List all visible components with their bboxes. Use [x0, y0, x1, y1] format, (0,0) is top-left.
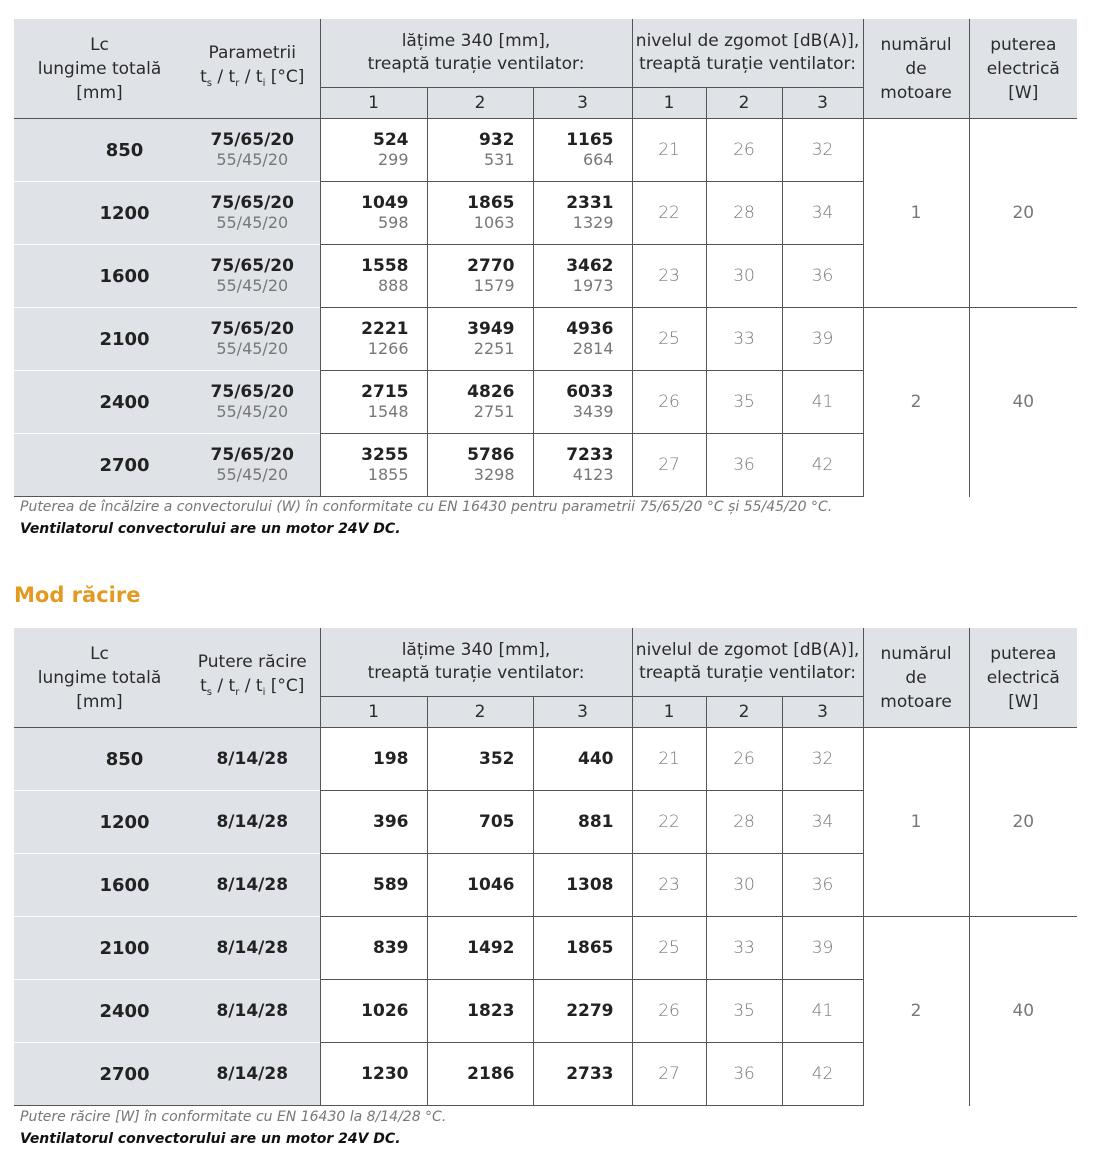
header-param-title: Putere răcire — [197, 652, 307, 672]
noise-step1-cell: 26 — [632, 371, 706, 434]
table-row — [14, 917, 1077, 980]
header-noise-step-1: 1 — [632, 88, 706, 119]
power-step1-cell: 524 299 — [320, 119, 427, 182]
lc-cell: 1600 — [14, 854, 185, 917]
lc-cell: 2100 — [14, 917, 185, 980]
electric-power-cell: 20 — [969, 119, 1077, 308]
header-step-2: 2 — [427, 697, 533, 728]
header-lc: Lc lungime totală [mm] — [14, 628, 185, 728]
header-power: puterea electrică [W] — [969, 628, 1077, 728]
power-step2-cell: 352 — [427, 728, 533, 791]
lc-cell: 2400 — [14, 371, 185, 434]
header-cooling-power — [185, 628, 320, 728]
power-step1-cell: 1558 888 — [320, 245, 427, 308]
cooling-table-header — [14, 628, 1077, 728]
header-motors: numărul de motoare — [863, 19, 969, 119]
cooling-table — [14, 628, 1077, 1106]
noise-step2-cell: 36 — [706, 1043, 782, 1106]
header-param-symbols: $t_s / t_r / t_i$ [°C] — [200, 67, 305, 89]
table-row — [14, 728, 1077, 791]
lc-cell: 2400 — [14, 980, 185, 1043]
heating-footnote-motor: Ventilatorul convectorului are un motor 24V DC. — [20, 521, 401, 537]
header-param-symbols: $t_s / t_r / t_i$ [°C] — [200, 676, 305, 698]
power-step3-cell: 2279 — [533, 980, 632, 1043]
power-step2-cell: 1865 1063 — [427, 182, 533, 245]
noise-step1-cell: 23 — [632, 854, 706, 917]
power-step2-cell: 1046 — [427, 854, 533, 917]
noise-step1-cell: 25 — [632, 917, 706, 980]
noise-step2-cell: 33 — [706, 917, 782, 980]
motors-cell: 2 — [863, 917, 969, 1106]
noise-step2-cell: 28 — [706, 182, 782, 245]
param-cell: 8/14/28 — [185, 917, 320, 980]
lc-cell: 2700 — [14, 1043, 185, 1106]
power-step3-cell: 4936 2814 — [533, 308, 632, 371]
header-lc-line2: lungime totală — [37, 58, 162, 79]
lc-cell: 2700 — [14, 434, 185, 497]
power-step3-cell: 1308 — [533, 854, 632, 917]
noise-step3-cell: 32 — [782, 728, 863, 791]
noise-step3-cell: 36 — [782, 854, 863, 917]
header-noise-step-2: 2 — [706, 88, 782, 119]
cooling-table-body — [14, 728, 1077, 1106]
power-step3-cell: 6033 3439 — [533, 371, 632, 434]
power-step2-cell: 932 531 — [427, 119, 533, 182]
noise-step2-cell: 26 — [706, 728, 782, 791]
header-parameters — [185, 19, 320, 119]
lc-cell: 1600 — [14, 245, 185, 308]
param-cell: 8/14/28 — [185, 1043, 320, 1106]
power-step3-cell: 881 — [533, 791, 632, 854]
power-step2-cell: 3949 2251 — [427, 308, 533, 371]
header-lc-line1: Lc — [90, 34, 109, 55]
noise-step1-cell: 27 — [632, 1043, 706, 1106]
noise-step3-cell: 41 — [782, 980, 863, 1043]
electric-power-cell: 40 — [969, 308, 1077, 497]
power-step1-cell: 1230 — [320, 1043, 427, 1106]
power-step2-cell: 2186 — [427, 1043, 533, 1106]
noise-step1-cell: 25 — [632, 308, 706, 371]
heating-footnote: Puterea de încălzire a convectorului (W) în conformitate cu EN 16430 pentru parametrii 75/65/20 °C și 55/45/20 °C. — [20, 499, 833, 515]
noise-step1-cell: 26 — [632, 980, 706, 1043]
noise-step2-cell: 30 — [706, 245, 782, 308]
header-lc-line3: [mm] — [76, 82, 123, 103]
noise-step1-cell: 21 — [632, 728, 706, 791]
power-step2-cell: 4826 2751 — [427, 371, 533, 434]
power-step2-cell: 1492 — [427, 917, 533, 980]
noise-step1-cell: 22 — [632, 182, 706, 245]
param-cell: 8/14/28 — [185, 791, 320, 854]
noise-step2-cell: 33 — [706, 308, 782, 371]
power-step3-cell: 1865 — [533, 917, 632, 980]
power-step1-cell: 2715 1548 — [320, 371, 427, 434]
power-step3-cell: 2733 — [533, 1043, 632, 1106]
noise-step1-cell: 27 — [632, 434, 706, 497]
motors-cell: 1 — [863, 119, 969, 308]
heating-table-header — [14, 19, 1077, 119]
table-row — [14, 308, 1077, 371]
noise-step2-cell: 35 — [706, 371, 782, 434]
header-noise-step-3: 3 — [782, 697, 863, 728]
noise-step3-cell: 39 — [782, 917, 863, 980]
header-step-1: 1 — [320, 697, 427, 728]
param-cell: 75/65/20 55/45/20 — [185, 245, 320, 308]
lc-cell: 1200 — [14, 791, 185, 854]
section-title-cooling: Mod răcire — [14, 583, 141, 607]
param-cell: 75/65/20 55/45/20 — [185, 182, 320, 245]
noise-step1-cell: 22 — [632, 791, 706, 854]
param-cell: 75/65/20 55/45/20 — [185, 371, 320, 434]
noise-step2-cell: 35 — [706, 980, 782, 1043]
power-step1-cell: 839 — [320, 917, 427, 980]
power-step1-cell: 1026 — [320, 980, 427, 1043]
lc-cell: 850 — [14, 119, 185, 182]
power-step3-cell: 3462 1973 — [533, 245, 632, 308]
lc-cell: 850 — [14, 728, 185, 791]
noise-step3-cell: 42 — [782, 434, 863, 497]
power-step1-cell: 1049 598 — [320, 182, 427, 245]
power-step1-cell: 396 — [320, 791, 427, 854]
noise-step1-cell: 23 — [632, 245, 706, 308]
noise-step3-cell: 42 — [782, 1043, 863, 1106]
power-step2-cell: 705 — [427, 791, 533, 854]
electric-power-cell: 20 — [969, 728, 1077, 917]
noise-step2-cell: 28 — [706, 791, 782, 854]
power-step3-cell: 2331 1329 — [533, 182, 632, 245]
header-width-group: lățime 340 [mm], treaptă turație ventilator: — [320, 628, 632, 697]
noise-step2-cell: 26 — [706, 119, 782, 182]
power-step3-cell: 440 — [533, 728, 632, 791]
header-step-2: 2 — [427, 88, 533, 119]
noise-step3-cell: 34 — [782, 791, 863, 854]
header-width-group: lățime 340 [mm], treaptă turație ventilator: — [320, 19, 632, 88]
param-cell: 8/14/28 — [185, 854, 320, 917]
header-noise-step-1: 1 — [632, 697, 706, 728]
param-cell: 75/65/20 55/45/20 — [185, 119, 320, 182]
heating-table — [14, 19, 1077, 497]
lc-cell: 2100 — [14, 308, 185, 371]
noise-step3-cell: 39 — [782, 308, 863, 371]
noise-step3-cell: 34 — [782, 182, 863, 245]
header-noise-step-2: 2 — [706, 697, 782, 728]
power-step1-cell: 198 — [320, 728, 427, 791]
power-step2-cell: 5786 3298 — [427, 434, 533, 497]
noise-step3-cell: 32 — [782, 119, 863, 182]
power-step2-cell: 2770 1579 — [427, 245, 533, 308]
noise-step1-cell: 21 — [632, 119, 706, 182]
noise-step2-cell: 30 — [706, 854, 782, 917]
header-noise-group: nivelul de zgomot [dB(A)], treaptă turație ventilator: — [632, 628, 863, 697]
header-motors: numărul de motoare — [863, 628, 969, 728]
motors-cell: 2 — [863, 308, 969, 497]
power-step2-cell: 1823 — [427, 980, 533, 1043]
noise-step3-cell: 36 — [782, 245, 863, 308]
power-step1-cell: 2221 1266 — [320, 308, 427, 371]
lc-cell: 1200 — [14, 182, 185, 245]
param-cell: 75/65/20 55/45/20 — [185, 434, 320, 497]
table-row — [14, 119, 1077, 182]
motors-cell: 1 — [863, 728, 969, 917]
header-noise-step-3: 3 — [782, 88, 863, 119]
param-cell: 75/65/20 55/45/20 — [185, 308, 320, 371]
noise-step2-cell: 36 — [706, 434, 782, 497]
noise-step3-cell: 41 — [782, 371, 863, 434]
heating-table-body — [14, 119, 1077, 497]
header-lc — [14, 19, 185, 119]
param-cell: 8/14/28 — [185, 980, 320, 1043]
header-param-title: Parametrii — [208, 43, 296, 63]
header-step-3: 3 — [533, 88, 632, 119]
electric-power-cell: 40 — [969, 917, 1077, 1106]
header-power: puterea electrică [W] — [969, 19, 1077, 119]
cooling-footnote-motor: Ventilatorul convectorului are un motor 24V DC. — [20, 1131, 401, 1147]
param-cell: 8/14/28 — [185, 728, 320, 791]
power-step3-cell: 7233 4123 — [533, 434, 632, 497]
header-step-3: 3 — [533, 697, 632, 728]
header-noise-group: nivelul de zgomot [dB(A)], treaptă turație ventilator: — [632, 19, 863, 88]
power-step1-cell: 589 — [320, 854, 427, 917]
header-step-1: 1 — [320, 88, 427, 119]
power-step3-cell: 1165 664 — [533, 119, 632, 182]
power-step1-cell: 3255 1855 — [320, 434, 427, 497]
cooling-footnote: Putere răcire [W] în conformitate cu EN 16430 la 8/14/28 °C. — [20, 1109, 447, 1125]
